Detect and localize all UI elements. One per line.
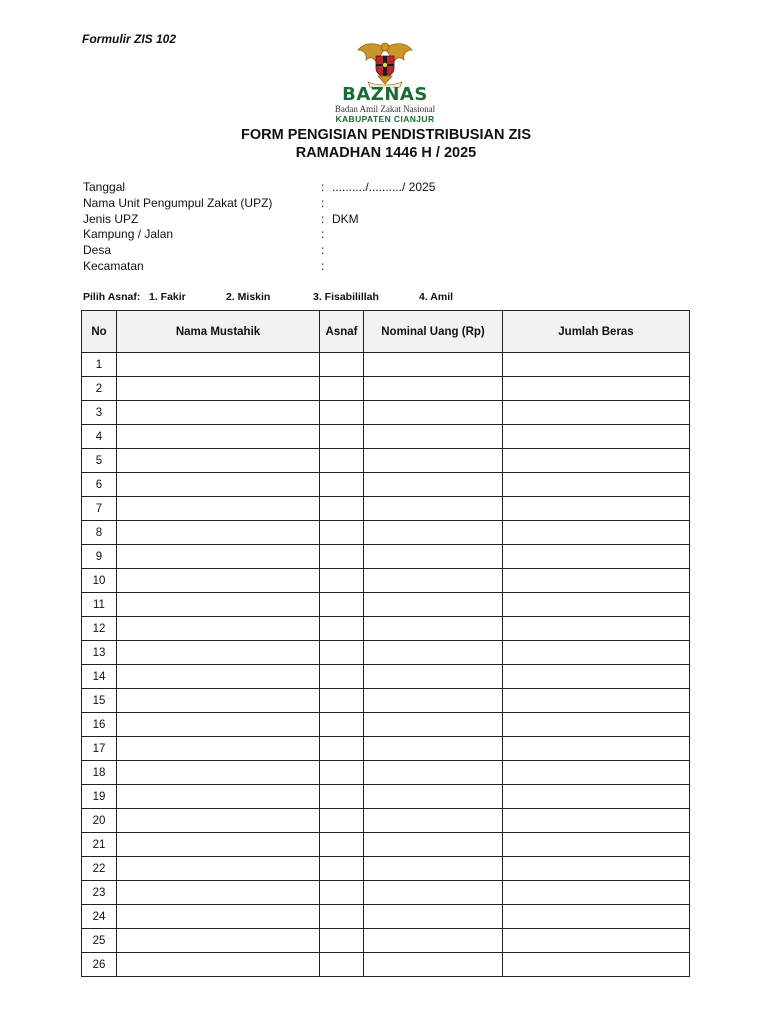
row-number: 2	[82, 377, 117, 401]
nama-mustahik-cell[interactable]	[117, 785, 320, 809]
jumlah-beras-cell[interactable]	[503, 713, 690, 737]
nama-mustahik-cell[interactable]	[117, 353, 320, 377]
jumlah-beras-cell[interactable]	[503, 953, 690, 977]
table-row	[82, 929, 690, 953]
nominal-uang-cell[interactable]	[364, 737, 503, 761]
table-row	[82, 473, 690, 497]
row-number: 17	[82, 737, 117, 761]
asnaf-label: Pilih Asnaf:	[83, 291, 141, 303]
nama-mustahik-cell[interactable]	[117, 545, 320, 569]
distribution-table	[81, 310, 690, 977]
table-row	[82, 497, 690, 521]
jumlah-beras-cell[interactable]	[503, 497, 690, 521]
info-colon: :	[321, 258, 325, 273]
jumlah-beras-cell[interactable]	[503, 905, 690, 929]
nama-mustahik-cell[interactable]	[117, 737, 320, 761]
jumlah-beras-cell[interactable]	[503, 833, 690, 857]
row-number: 24	[82, 905, 117, 929]
table-row	[82, 737, 690, 761]
asnaf-cell[interactable]	[320, 617, 364, 641]
nominal-uang-cell[interactable]	[364, 473, 503, 497]
nama-mustahik-cell[interactable]	[117, 689, 320, 713]
nama-mustahik-cell[interactable]	[117, 425, 320, 449]
brand-subtitle: Badan Amil Zakat Nasional	[334, 104, 436, 114]
nominal-uang-cell[interactable]	[364, 857, 503, 881]
row-number: 10	[82, 569, 117, 593]
nominal-uang-cell[interactable]	[364, 641, 503, 665]
row-number: 1	[82, 353, 117, 377]
nama-mustahik-cell[interactable]	[117, 377, 320, 401]
title-line-1: FORM PENGISIAN PENDISTRIBUSIAN ZIS	[240, 127, 532, 143]
nominal-uang-cell[interactable]	[364, 617, 503, 641]
brand-region: KABUPATEN CIANJUR	[335, 114, 435, 124]
asnaf-cell[interactable]	[320, 425, 364, 449]
nama-mustahik-cell[interactable]	[117, 401, 320, 425]
table-header-row	[82, 311, 690, 353]
asnaf-option-fisabilillah: 3. Fisabilillah	[313, 291, 379, 303]
row-number: 26	[82, 953, 117, 977]
asnaf-cell[interactable]	[320, 761, 364, 785]
info-colon: :	[321, 195, 325, 210]
row-number: 9	[82, 545, 117, 569]
info-row-nama-upz	[83, 196, 683, 212]
nominal-uang-cell[interactable]	[364, 689, 503, 713]
nama-mustahik-cell[interactable]	[117, 449, 320, 473]
nama-mustahik-cell[interactable]	[117, 713, 320, 737]
title-line-2: RAMADHAN 1446 H / 2025	[295, 145, 477, 161]
jumlah-beras-cell[interactable]	[503, 929, 690, 953]
asnaf-cell[interactable]	[320, 473, 364, 497]
info-label: Jenis UPZ	[83, 211, 139, 226]
brand-name: BAZNAS	[342, 84, 428, 105]
row-number: 21	[82, 833, 117, 857]
nama-mustahik-cell[interactable]	[117, 881, 320, 905]
jumlah-beras-cell[interactable]	[503, 449, 690, 473]
info-label: Kecamatan	[83, 258, 144, 273]
info-section	[83, 180, 683, 275]
nama-mustahik-cell[interactable]	[117, 857, 320, 881]
jumlah-beras-cell[interactable]	[503, 689, 690, 713]
nominal-uang-cell[interactable]	[364, 545, 503, 569]
row-number: 3	[82, 401, 117, 425]
row-number: 7	[82, 497, 117, 521]
table-row	[82, 545, 690, 569]
header-no: No	[82, 311, 117, 353]
jumlah-beras-cell[interactable]	[503, 401, 690, 425]
info-colon: :	[321, 211, 325, 226]
nama-mustahik-cell[interactable]	[117, 953, 320, 977]
nama-mustahik-cell[interactable]	[117, 593, 320, 617]
nominal-uang-cell[interactable]	[364, 425, 503, 449]
asnaf-cell[interactable]	[320, 809, 364, 833]
nominal-uang-cell[interactable]	[364, 785, 503, 809]
table-row	[82, 905, 690, 929]
info-colon: :	[321, 180, 325, 194]
info-row-jenis-upz	[83, 212, 683, 228]
row-number: 16	[82, 713, 117, 737]
info-label: Tanggal	[83, 180, 126, 194]
asnaf-cell[interactable]	[320, 713, 364, 737]
table-row	[82, 641, 690, 665]
nominal-uang-cell[interactable]	[364, 377, 503, 401]
info-colon: :	[321, 243, 325, 258]
jumlah-beras-cell[interactable]	[503, 761, 690, 785]
asnaf-legend	[83, 291, 683, 305]
form-code: Formulir ZIS 102	[82, 32, 177, 46]
header-jumlah-beras: Jumlah Beras	[503, 311, 690, 353]
jumlah-beras-cell[interactable]	[503, 473, 690, 497]
nama-mustahik-cell[interactable]	[117, 905, 320, 929]
nominal-uang-cell[interactable]	[364, 929, 503, 953]
asnaf-cell[interactable]	[320, 569, 364, 593]
info-row-tanggal	[83, 180, 683, 196]
asnaf-cell[interactable]	[320, 641, 364, 665]
row-number: 6	[82, 473, 117, 497]
nominal-uang-cell[interactable]	[364, 905, 503, 929]
info-label: Nama Unit Pengumpul Zakat (UPZ)	[83, 195, 273, 210]
row-number: 5	[82, 449, 117, 473]
jumlah-beras-cell[interactable]	[503, 521, 690, 545]
row-number: 4	[82, 425, 117, 449]
nama-mustahik-cell[interactable]	[117, 833, 320, 857]
page-title	[0, 126, 768, 162]
asnaf-cell[interactable]	[320, 905, 364, 929]
nama-mustahik-cell[interactable]	[117, 521, 320, 545]
nominal-uang-cell[interactable]	[364, 713, 503, 737]
jumlah-beras-cell[interactable]	[503, 809, 690, 833]
asnaf-cell[interactable]	[320, 665, 364, 689]
nominal-uang-cell[interactable]	[364, 497, 503, 521]
asnaf-cell[interactable]	[320, 449, 364, 473]
nama-mustahik-cell[interactable]	[117, 617, 320, 641]
row-number: 25	[82, 929, 117, 953]
header-nominal-uang: Nominal Uang (Rp)	[364, 311, 503, 353]
asnaf-cell[interactable]	[320, 881, 364, 905]
table-body	[82, 353, 690, 977]
table-row	[82, 833, 690, 857]
table-row	[82, 785, 690, 809]
nominal-uang-cell[interactable]	[364, 593, 503, 617]
jumlah-beras-cell[interactable]	[503, 545, 690, 569]
row-number: 19	[82, 785, 117, 809]
row-number: 20	[82, 809, 117, 833]
asnaf-option-amil: 4. Amil	[419, 291, 454, 303]
row-number: 8	[82, 521, 117, 545]
table-row	[82, 617, 690, 641]
nominal-uang-cell[interactable]	[364, 953, 503, 977]
jumlah-beras-cell[interactable]	[503, 425, 690, 449]
nama-mustahik-cell[interactable]	[117, 641, 320, 665]
asnaf-cell[interactable]	[320, 497, 364, 521]
table-row	[82, 689, 690, 713]
row-number: 12	[82, 617, 117, 641]
asnaf-cell[interactable]	[320, 833, 364, 857]
jumlah-beras-cell[interactable]	[503, 785, 690, 809]
asnaf-cell[interactable]	[320, 521, 364, 545]
jumlah-beras-cell[interactable]	[503, 665, 690, 689]
asnaf-cell[interactable]	[320, 401, 364, 425]
asnaf-cell[interactable]	[320, 785, 364, 809]
nama-mustahik-cell[interactable]	[117, 497, 320, 521]
jumlah-beras-cell[interactable]	[503, 377, 690, 401]
asnaf-cell[interactable]	[320, 737, 364, 761]
asnaf-cell[interactable]	[320, 929, 364, 953]
jumlah-beras-cell[interactable]	[503, 569, 690, 593]
table-row	[82, 377, 690, 401]
table-row	[82, 449, 690, 473]
info-label: Desa	[83, 243, 112, 258]
nominal-uang-cell[interactable]	[364, 521, 503, 545]
nama-mustahik-cell[interactable]	[117, 809, 320, 833]
nama-mustahik-cell[interactable]	[117, 929, 320, 953]
row-number: 23	[82, 881, 117, 905]
nominal-uang-cell[interactable]	[364, 833, 503, 857]
table-row	[82, 425, 690, 449]
nama-mustahik-cell[interactable]	[117, 473, 320, 497]
nominal-uang-cell[interactable]	[364, 809, 503, 833]
asnaf-cell[interactable]	[320, 377, 364, 401]
row-number: 11	[82, 593, 117, 617]
table-row	[82, 665, 690, 689]
jumlah-beras-cell[interactable]	[503, 857, 690, 881]
nominal-uang-cell[interactable]	[364, 569, 503, 593]
row-number: 22	[82, 857, 117, 881]
nominal-uang-cell[interactable]	[364, 665, 503, 689]
asnaf-cell[interactable]	[320, 689, 364, 713]
asnaf-cell[interactable]	[320, 545, 364, 569]
row-number: 18	[82, 761, 117, 785]
jumlah-beras-cell[interactable]	[503, 641, 690, 665]
table-row	[82, 761, 690, 785]
info-value-jenis-upz[interactable]: DKM	[332, 211, 359, 226]
asnaf-cell[interactable]	[320, 857, 364, 881]
info-label: Kampung / Jalan	[83, 227, 174, 242]
header-asnaf: Asnaf	[320, 311, 364, 353]
asnaf-option-miskin: 2. Miskin	[226, 291, 271, 303]
asnaf-cell[interactable]	[320, 953, 364, 977]
row-number: 13	[82, 641, 117, 665]
jumlah-beras-cell[interactable]	[503, 881, 690, 905]
table-row	[82, 881, 690, 905]
nominal-uang-cell[interactable]	[364, 401, 503, 425]
table-row	[82, 353, 690, 377]
jumlah-beras-cell[interactable]	[503, 353, 690, 377]
header-nama-mustahik: Nama Mustahik	[117, 311, 320, 353]
jumlah-beras-cell[interactable]	[503, 737, 690, 761]
info-colon: :	[321, 227, 325, 242]
nominal-uang-cell[interactable]	[364, 449, 503, 473]
info-row-desa	[83, 243, 683, 259]
row-number: 14	[82, 665, 117, 689]
info-row-kampung	[83, 227, 683, 243]
row-number: 15	[82, 689, 117, 713]
asnaf-option-fakir: 1. Fakir	[149, 291, 186, 303]
table-row	[82, 569, 690, 593]
table-row	[82, 593, 690, 617]
nominal-uang-cell[interactable]	[364, 353, 503, 377]
nama-mustahik-cell[interactable]	[117, 761, 320, 785]
table-row	[82, 713, 690, 737]
nama-mustahik-cell[interactable]	[117, 665, 320, 689]
jumlah-beras-cell[interactable]	[503, 617, 690, 641]
table-row	[82, 953, 690, 977]
garuda-pancasila-emblem-icon	[354, 40, 416, 88]
table-row	[82, 521, 690, 545]
jumlah-beras-cell[interactable]	[503, 593, 690, 617]
table-row	[82, 809, 690, 833]
nama-mustahik-cell[interactable]	[117, 569, 320, 593]
info-row-kecamatan	[83, 259, 683, 275]
table-row	[82, 401, 690, 425]
asnaf-cell[interactable]	[320, 593, 364, 617]
info-value-tanggal[interactable]: ........../........../ 2025	[332, 180, 436, 194]
nominal-uang-cell[interactable]	[364, 881, 503, 905]
baznas-logo	[300, 40, 470, 124]
table-row	[82, 857, 690, 881]
asnaf-cell[interactable]	[320, 353, 364, 377]
nominal-uang-cell[interactable]	[364, 761, 503, 785]
